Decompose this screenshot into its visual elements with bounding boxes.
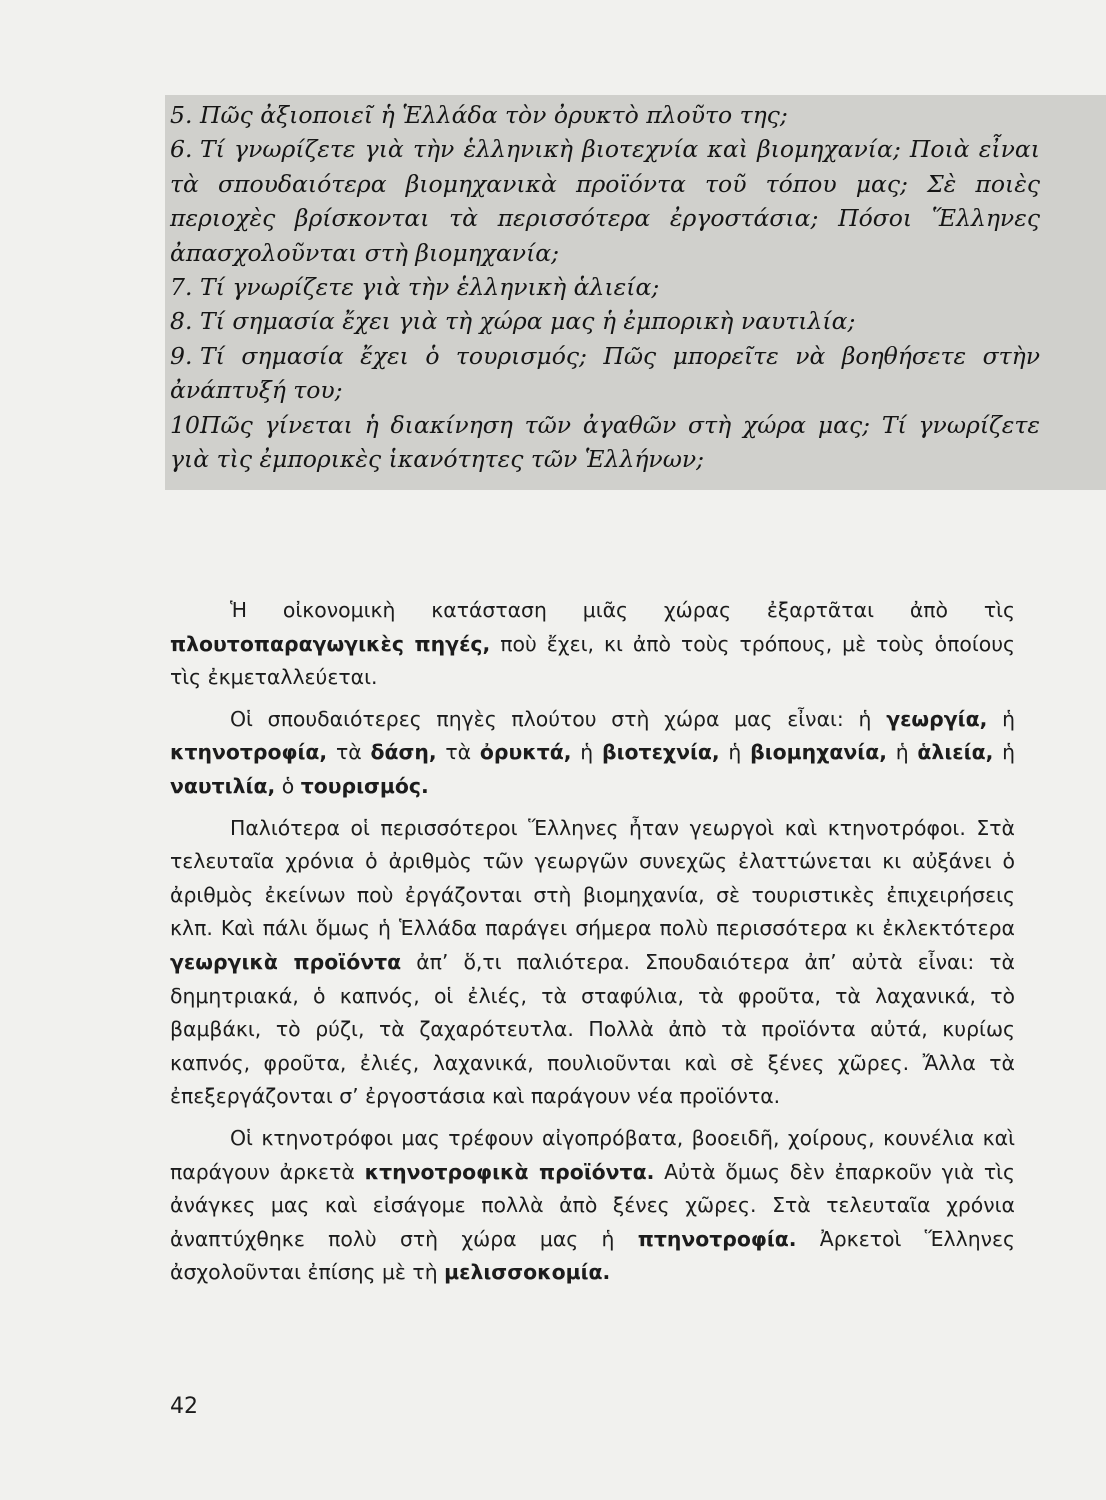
bold-term: πτηνοτροφία. <box>637 1226 797 1251</box>
bold-term: βιοτεχνία, <box>602 740 720 765</box>
paragraph-agriculture: Παλιότερα οἱ περισσότεροι Ἕλληνες ἦταν γεωργοὶ καὶ κτηνοτρόφοι. Στὰ τελευταῖα χρόνια ὁ ἀριθμὸς τῶν γεωργῶν συνεχῶς ἐλαττώνεται κι αὐξάνει ὁ ἀριθμὸς ἐκείνων ποὺ ἐργάζονται στὴ βιομηχανία, σὲ τουριστικὲς ἐπιχειρήσεις κλπ. Καὶ πάλι ὅμως ἡ Ἑλλάδα παράγει σήμερα πολὺ περισσότερα κι ἐκλεκτότερα γεωργικὰ προϊόντα ἀπ’ ὅ,τι παλιότερα. Σπουδαιότερα ἀπ’ αὐτὰ εἶναι: τὰ δημητριακά, ὁ καπνός, οἱ ἐλιές, τὰ σταφύλια, τὰ φροῦτα, τὰ λαχανικά, τὸ βαμβάκι, τὸ ρύζι, τὰ ζαχαρότευτλα. Πολλὰ ἀπὸ τὰ προϊόντα αὐτά, κυρίως καπνός, φροῦτα, ἐλιές, λαχανικά, πουλιοῦνται καὶ σὲ ξένες χῶρες. Ἄλλα τὰ ἐπεξεργάζονται σ’ ἐργοστάσια καὶ παράγουν νέα προϊόντα. <box>170 815 1015 1109</box>
bold-term: κτηνοτροφία, <box>170 740 328 765</box>
bold-term: πλουτοπαραγωγικὲς πηγές, <box>170 631 491 656</box>
paragraph-sources: Οἱ σπουδαιότερες πηγὲς πλούτου στὴ χώρα μας εἶναι: ἡ γεωργία, ἡ κτηνοτροφία, τὰ δάση, τὰ ὀρυκτά, ἡ βιοτεχνία, ἡ βιομηχανία, ἡ ἁλιεία, ἡ ναυτιλία, ὁ τουρισμός. <box>170 706 1016 798</box>
bold-term: κτηνοτροφικὰ προϊόντα. <box>364 1159 655 1184</box>
bold-term: γεωργικὰ προϊόντα <box>170 949 402 974</box>
main-text <box>170 594 1015 1298</box>
bold-term: δάση, <box>370 740 437 765</box>
bold-term: ναυτιλία, <box>170 773 276 798</box>
bold-term: ἁλιεία, <box>917 740 994 765</box>
paragraph-livestock: Οἱ κτηνοτρόφοι μας τρέφουν αἰγοπρόβατα, βοοειδῆ, χοίρους, κουνέλια καὶ παράγουν ἀρκετὰ κτηνοτροφικὰ προϊόντα. Αὐτὰ ὅμως δὲν ἐπαρκοῦν γιὰ τὶς ἀνάγκες μας καὶ εἰσάγομε πολλὰ ἀπὸ ξένες χῶρες. Στὰ τελευταῖα χρόνια ἀναπτύχθηκε πολὺ στὴ χώρα μας ἡ πτηνοτροφία. Ἀρκετοὶ Ἕλληνες ἀσχολοῦνται ἐπίσης μὲ τὴ μελισσοκομία. <box>170 1125 1015 1285</box>
bold-term: ὀρυκτά, <box>479 740 572 765</box>
bold-term: βιομηχανία, <box>750 740 887 765</box>
question-item: 7. Τί γνωρίζετε γιὰ τὴν ἑλληνικὴ ἁλιεία; <box>170 273 660 302</box>
question-item: 6. Τί γνωρίζετε γιὰ τὴν ἑλληνικὴ βιοτεχνία καὶ βιομηχανία; Ποιὰ εἶναι τὰ σπουδαιότερα βιομηχανικὰ προϊόντα τοῦ τόπου μας; Σὲ ποιὲς περιοχὲς βρίσκονται τὰ περισσότερα ἐργοστάσια; Πόσοι Ἕλληνες ἀπασχολοῦνται στὴ βιομηχανία; <box>170 135 1040 267</box>
bold-term: τουρισμός. <box>300 773 429 798</box>
question-item: 8. Τί σημασία ἔχει γιὰ τὴ χώρα μας ἡ ἐμπορικὴ ναυτιλία; <box>170 307 856 336</box>
bold-term: μελισσοκομία. <box>444 1260 611 1285</box>
review-questions-list <box>170 98 1040 476</box>
question-item: 5. Πῶς ἀξιοποιεῖ ἡ Ἑλλάδα τὸν ὀρυκτὸ πλοῦτο της; <box>170 101 788 129</box>
paragraph-economy: Ἡ οἰκονομικὴ κατάσταση μιᾶς χώρας ἐξαρτᾶται ἀπὸ τὶς πλουτοπαραγωγικὲς πηγές, ποὺ ἔχει, κι ἀπὸ τοὺς τρόπους, μὲ τοὺς ὁποίους τὶς ἐκμεταλλεύεται. <box>170 598 1015 690</box>
question-item: 10.Πῶς γίνεται ἡ διακίνηση τῶν ἀγαθῶν στὴ χώρα μας; Τί γνωρίζετε γιὰ τὶς ἐμπορικὲς ἱκανότητες τῶν Ἑλλήνων; <box>170 410 1040 474</box>
page-number: 42 <box>170 1394 198 1419</box>
bold-term: γεωργία, <box>886 706 988 731</box>
question-item: 9. Τί σημασία ἔχει ὁ τουρισμός; Πῶς μπορεῖτε νὰ βοηθήσετε στὴν ἀνάπτυξή του; <box>170 341 1040 405</box>
